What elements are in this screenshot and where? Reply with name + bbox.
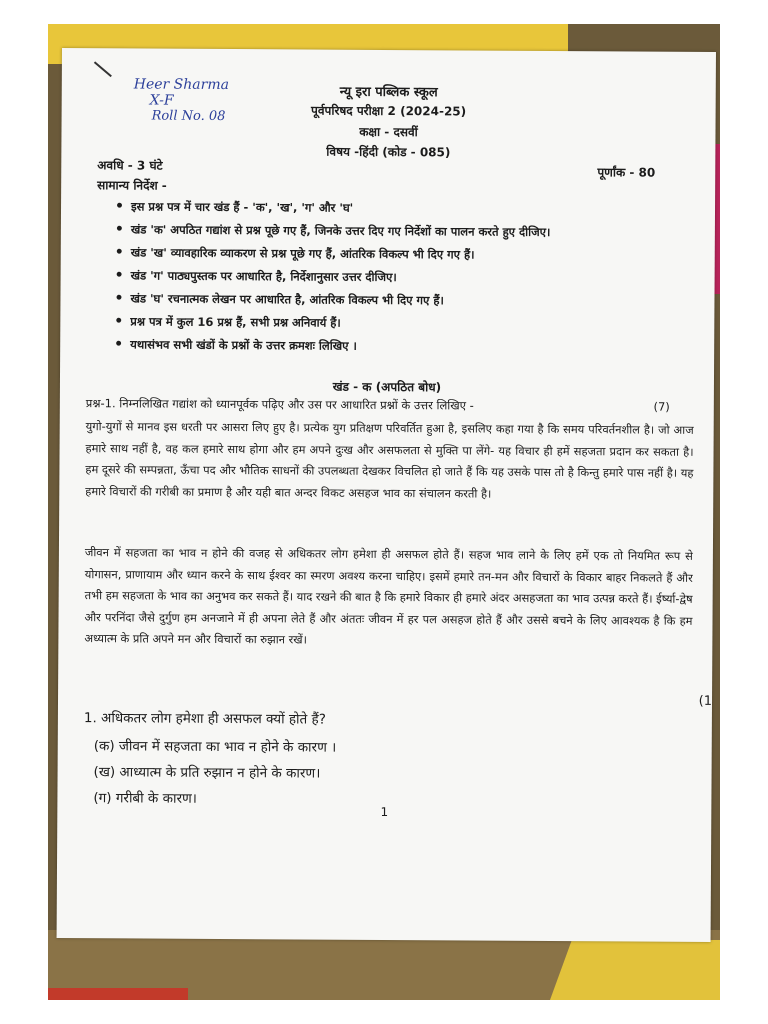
option-c: (ग) गरीबी के कारण।: [93, 790, 197, 807]
option-b: (ख) आध्यात्म के प्रति रुझान न होने के कारण।: [93, 764, 321, 782]
subject-label: विषय -हिंदी (कोड - 085): [326, 144, 451, 160]
school-name: न्यू इरा पब्लिक स्कूल: [339, 84, 438, 101]
instruction-item: • खंड 'ग' पाठ्यपुस्तक पर आधारित है, निर्देशानुसार उत्तर दीजिए।: [113, 267, 693, 287]
instructions-list: [112, 198, 693, 363]
instruction-item: • प्रश्न पत्र में कुल 16 प्रश्न हैं, सभी प्रश्न अनिवार्य हैं।: [112, 313, 692, 333]
exam-name: पूर्वपरिषद परीक्षा 2 (2024-25): [311, 103, 467, 119]
red-strip: [48, 988, 188, 1000]
exam-paper: [57, 48, 716, 942]
student-class: X-F: [149, 92, 174, 109]
instruction-item: • खंड 'घ' रचनात्मक लेखन पर आधारित है, आंतरिक विकल्प भी दिए गए हैं।: [112, 290, 692, 310]
student-roll: Roll No. 08: [151, 108, 226, 124]
yellow-corner: [550, 940, 720, 1000]
instruction-item: • यथासंभव सभी खंडों के प्रश्नों के उत्तर क्रमशः लिखिए ।: [112, 336, 692, 356]
question-1: 1. अधिकतर लोग हमेशा ही असफल क्यों होते हैं?: [83, 710, 326, 728]
instruction-item: • खंड 'ख' व्यावहारिक व्याकरण से प्रश्न पूछे गए हैं, आंतरिक विकल्प भी दिए गए हैं।: [113, 244, 693, 264]
side-mark: (1: [698, 693, 713, 709]
instruction-item: • खंड 'क' अपठित गद्यांश से प्रश्न पूछे गए हैं, जिनके उत्तर दिए गए निर्देशों का पालन करते हुए दीजिए।: [113, 221, 693, 241]
passage-paragraph-1: युगो-युगों से मानव इस धरती पर आसरा लिए हुए है। प्रत्येक युग प्रतिक्षण परिवर्तित हुआ है, इसलिए कहा गया है कि समय परिवर्तनशील है। जो आज हमारे साथ नहीं है, वह कल हमारे साथ होगा और हम अपने दुःख और असफलता से मुक्ति पा लेंगे- यह विचार ही हमें सहजता प्रदान कर सकता है। हम दूसरे की सम्पन्नता, ऊँचा पद और भौतिक साधनों की उपलब्धता देखकर विचलित हो जाते हैं कि यह उसके पास तो है किन्तु हमारे पास नहीं है। यह हमारे विचारों की गरीबी का प्रमाण है और यही बात अन्दर विकट असहज भाव का संचालन करती है।: [85, 419, 694, 501]
student-name: Heer Sharma: [133, 76, 230, 94]
question-marks: (7): [653, 399, 670, 414]
passage-paragraph-2: जीवन में सहजता का भाव न होने की वजह से अधिकतर लोग हमेशा ही असफल होते हैं। सहज भाव लाने के लिए हमें एक तो नियमित रूप से योगासन, प्राणायाम और ध्यान करने के साथ ईश्वर का स्मरण अवश्य करना चाहिए। इसमें हमारे तन-मन और विचारों के विकार बाहर निकलते हैं और तभी हम सहजता के भाव का अनुभव कर सकते हैं। याद रखने की बात है कि हमारे विकार ही हमारे अंदर असहजता का भाव उत्पन्न करते हैं। ईर्ष्या-द्वेष और परनिंदा जैसे दुर्गुण हम अनजाने में ही अपना लेते हैं और अंततः जीवन में हर पल असहज होते हैं और उससे बचने के लिए आवश्यक है कि हम अध्यात्म के प्रति अपने मन और विचारों का रुझान रखें।: [84, 545, 693, 647]
general-instructions-heading: सामान्य निर्देश -: [97, 178, 167, 193]
page-number: 1: [380, 804, 389, 820]
section-title: खंड - क (अपठित बोध): [332, 379, 442, 395]
pen-mark: [94, 61, 112, 77]
class-label: कक्षा - दसवीं: [359, 124, 418, 140]
question-prompt: प्रश्न-1. निम्नलिखित गद्यांश को ध्यानपूर्वक पढ़िए और उस पर आधारित प्रश्नों के उत्तर लिखिए -: [85, 396, 474, 413]
option-a: (क) जीवन में सहजता का भाव न होने के कारण ।: [93, 738, 337, 756]
instruction-item: • इस प्रश्न पत्र में चार खंड हैं - 'क', 'ख', 'ग' और 'घ': [113, 198, 693, 218]
duration: अवधि - 3 घंटे: [97, 158, 163, 173]
max-marks: पूर्णांक - 80: [597, 165, 656, 180]
